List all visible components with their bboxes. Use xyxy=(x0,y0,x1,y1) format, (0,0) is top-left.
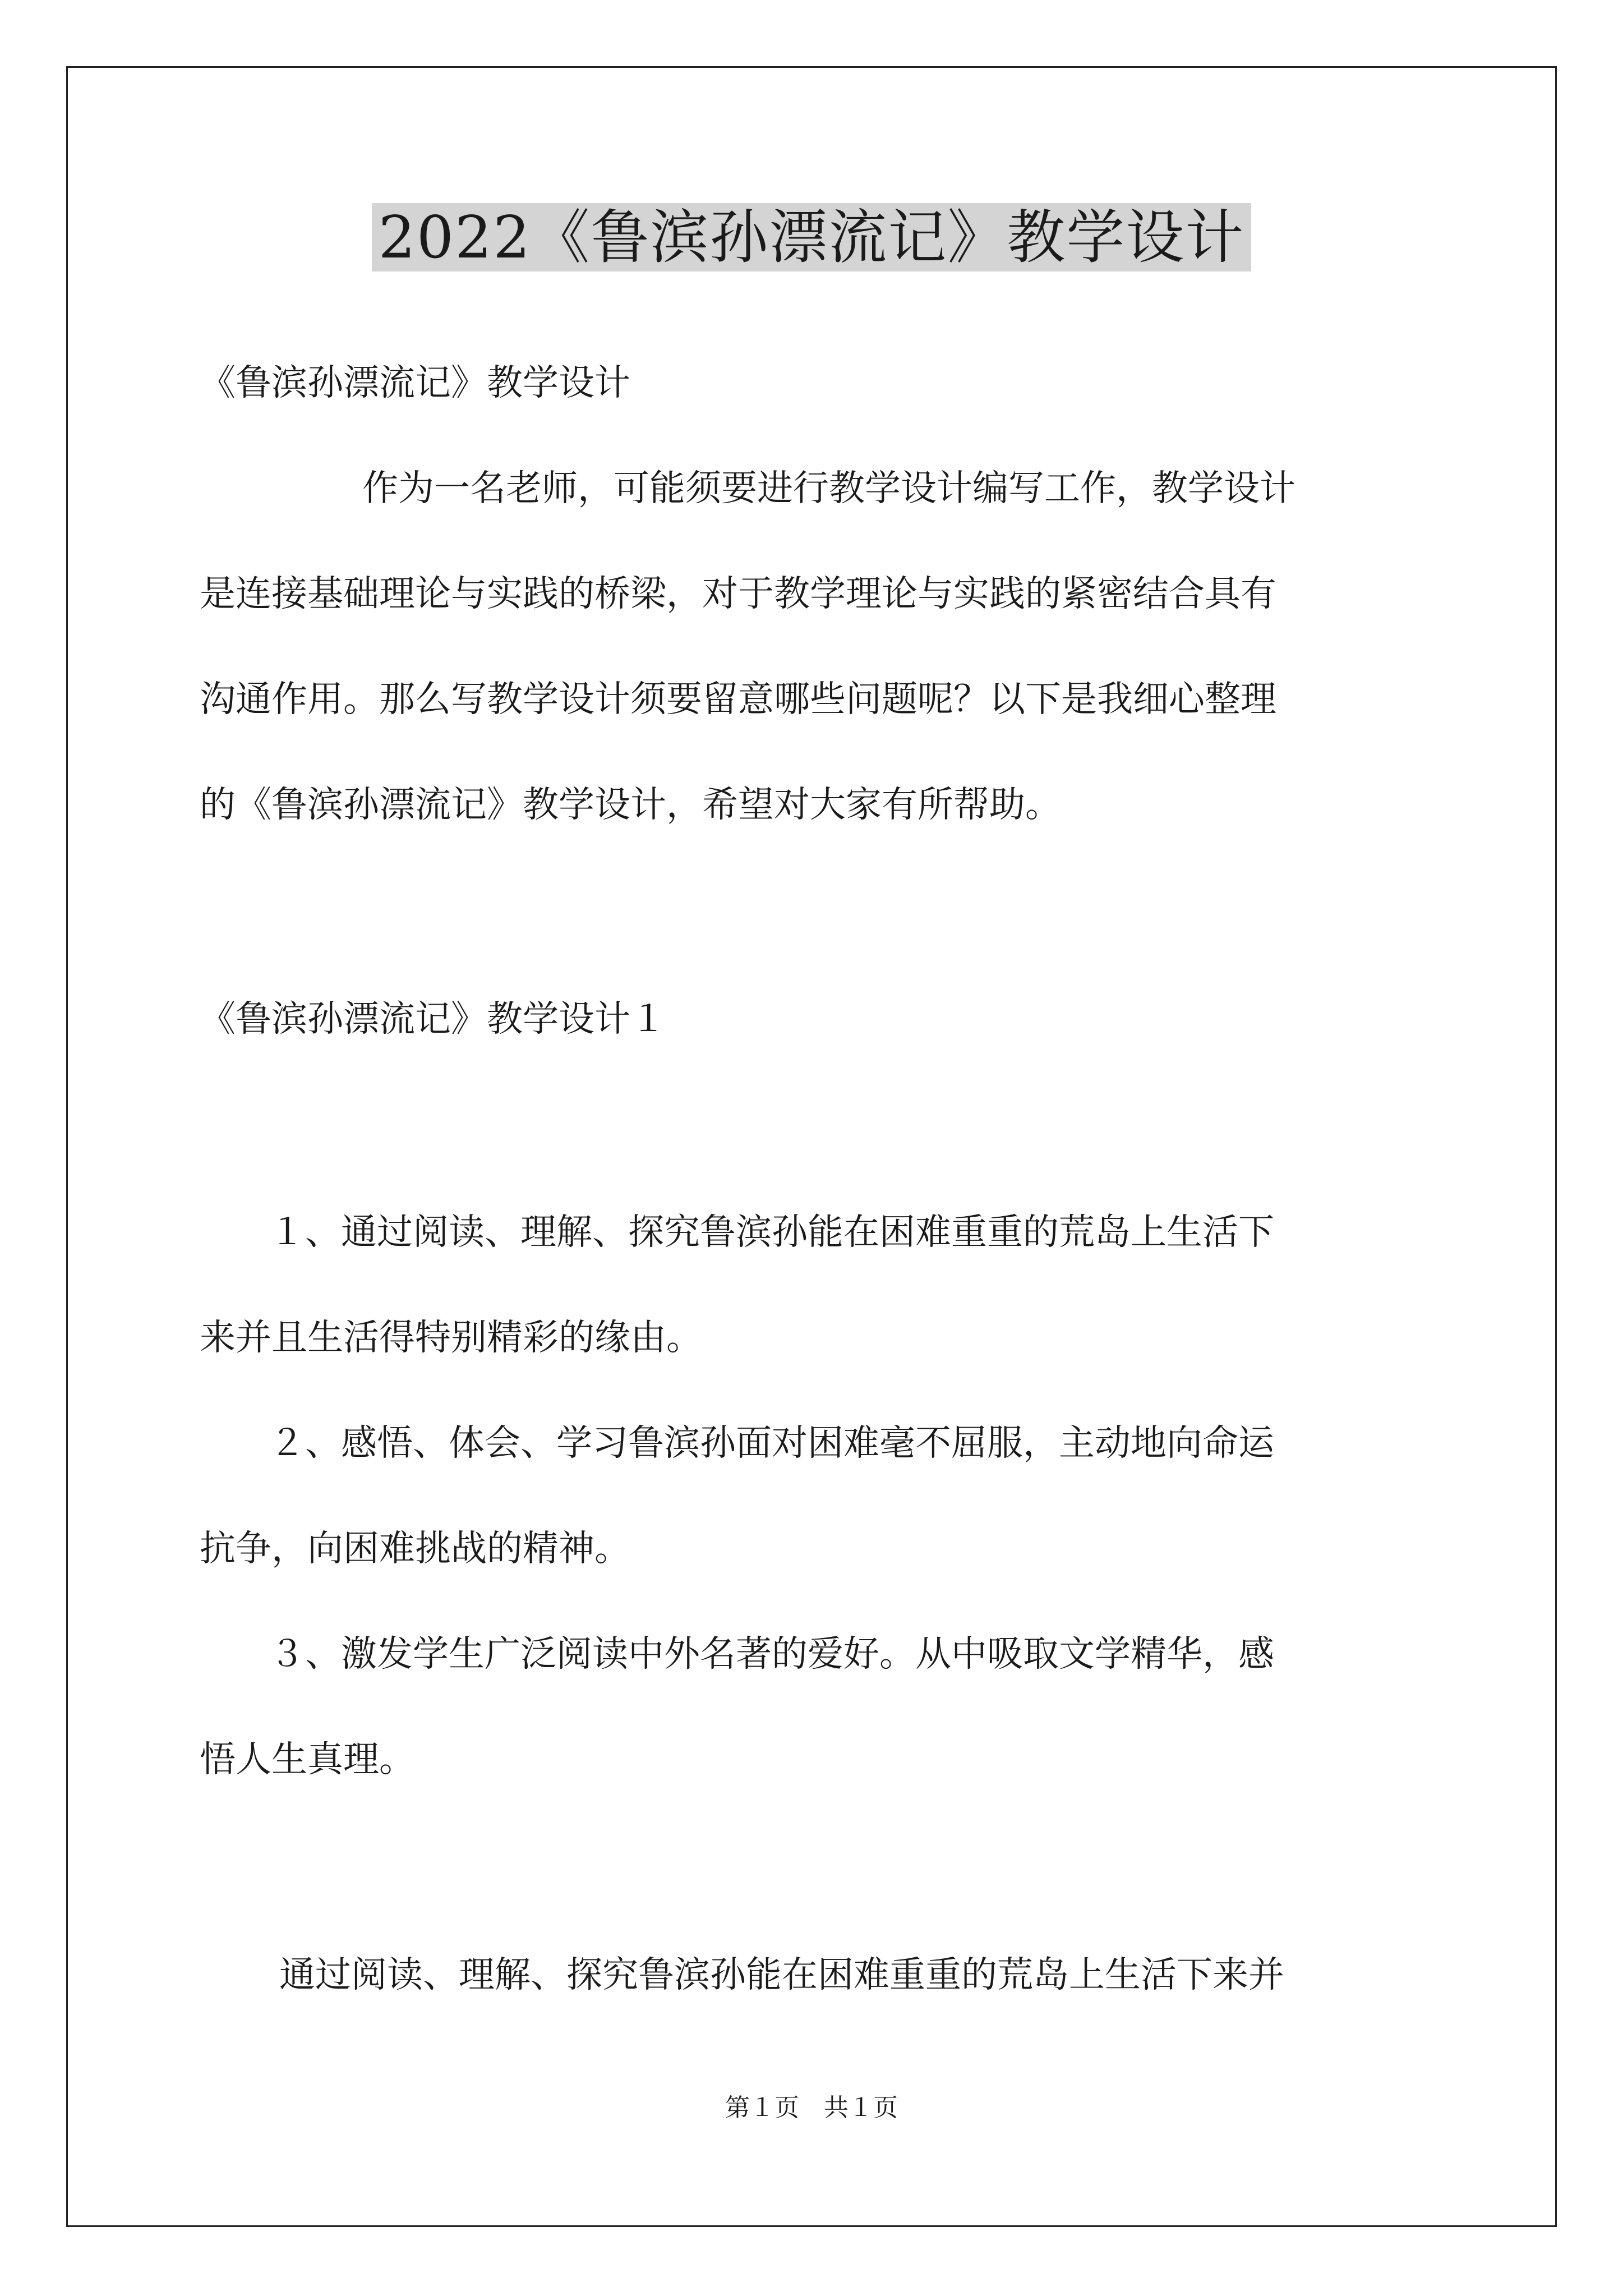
objective-3-line-2: 悟人生真理。 xyxy=(200,1739,415,1780)
closing-line: 通过阅读、理解、探究鲁滨孙能在困难重重的荒岛上生活下来并 xyxy=(279,1954,1284,1996)
document-title-text: 2022《鲁滨孙漂流记》教学设计 xyxy=(372,203,1252,272)
page-footer: 第１页 共１页 xyxy=(725,2093,898,2122)
subtitle: 《鲁滨孙漂流记》教学设计 xyxy=(200,362,630,404)
intro-line-2: 是连接基础理论与实践的桥梁，对于教学理论与实践的紧密结合具有 xyxy=(200,573,1276,615)
objective-3-line-1: ３、激发学生广泛阅读中外名著的爱好。从中吸取文学精华，感 xyxy=(269,1634,1274,1675)
objective-2-line-1: ２、感悟、体会、学习鲁滨孙面对困难毫不屈服，主动地向命运 xyxy=(269,1423,1274,1464)
document-title xyxy=(0,195,1623,279)
objective-1-line-1: １、通过阅读、理解、探究鲁滨孙能在困难重重的荒岛上生活下 xyxy=(269,1212,1274,1253)
objective-2-line-2: 抗争，向困难挑战的精神。 xyxy=(200,1528,630,1570)
objective-1-line-2: 来并且生活得特别精彩的缘由。 xyxy=(200,1317,702,1359)
intro-line-3: 沟通作用。那么写教学设计须要留意哪些问题呢？以下是我细心整理 xyxy=(200,679,1276,720)
intro-line-4: 的《鲁滨孙漂流记》教学设计，希望对大家有所帮助。 xyxy=(200,784,1061,826)
section-heading: 《鲁滨孙漂流记》教学设计１ xyxy=(200,999,666,1040)
intro-line-1: 作为一名老师，可能须要进行教学设计编写工作，教学设计 xyxy=(362,468,1295,509)
